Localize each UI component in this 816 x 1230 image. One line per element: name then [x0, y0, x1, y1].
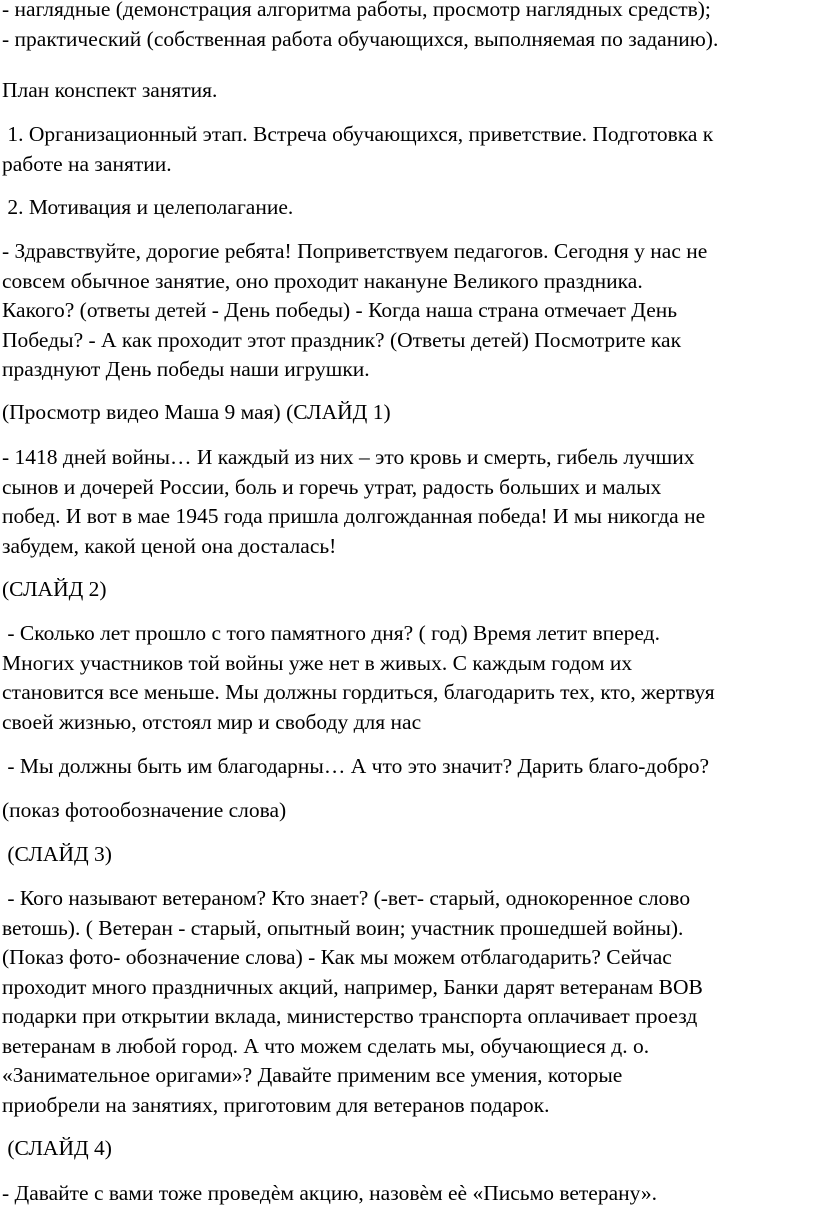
text-line: своей жизнью, отстоял мир и свободу для нас [2, 709, 422, 734]
text-line: работе на занятии. [2, 151, 172, 176]
text-line: - Кого называют ветераном? Кто знает? (-вет- старый, однокоренное слово [2, 886, 691, 910]
greeting-paragraph [2, 237, 707, 385]
slide-2-label [2, 575, 107, 605]
text-line: (СЛАЙД 3) [2, 842, 112, 866]
text-line: (показ фотообозначение слова) [2, 798, 287, 822]
text-line: ветеранам в любой город. А что можем сделать мы, обучающиеся д. о. [2, 1033, 650, 1058]
text-line: сынов и дочерей России, боль и горечь утрат, радость больших и малых [2, 474, 662, 499]
text-line: (Показ фото- обозначение слова) - Как мы можем отблагодарить? Сейчас [2, 945, 672, 969]
text-line: приобрели на занятиях, приготовим для ветеранов подарок. [2, 1092, 550, 1117]
action-line [2, 1179, 657, 1209]
text-line: План конспект занятия. [2, 78, 218, 102]
text-line: 1. Организационный этап. Встреча обучающихся, приветствие. Подготовка к [2, 122, 714, 146]
slide-4-label [2, 1134, 112, 1164]
war-days-paragraph [2, 443, 705, 561]
years-paragraph [2, 619, 715, 737]
text-line: Многих участников той войны уже нет в живых. С каждым годом их [2, 650, 633, 675]
gratitude-line [2, 752, 709, 782]
text-line: - практический (собственная работа обучающихся, выполняемая по заданию). [2, 26, 719, 51]
text-line: - 1418 дней войны… И каждый из них – это кровь и смерть, гибель лучших [2, 445, 695, 469]
text-line: совсем обычное занятие, оно проходит накануне Великого праздника. [2, 268, 643, 293]
slide-3-label [2, 840, 112, 870]
text-line: - Здравствуйте, дорогие ребята! Поприветствуем педагогов. Сегодня у нас не [2, 239, 708, 263]
text-line: - наглядные (демонстрация алгоритма работы, просмотр наглядных средств); [2, 0, 711, 21]
methods-list [2, 0, 718, 54]
text-line: «Занимательное оригами»? Давайте применим все умения, которые [2, 1063, 623, 1087]
stage-1 [2, 120, 713, 179]
plan-heading [2, 76, 217, 106]
stage-2 [2, 193, 293, 223]
text-line: подарки при открытии вклада, министерство транспорта оплачивает проезд [2, 1004, 698, 1028]
text-line: забудем, какой ценой она досталась! [2, 533, 337, 558]
text-line: (СЛАЙД 4) [2, 1136, 112, 1160]
text-line: - Давайте с вами тоже проведѐм акцию, назовѐм еѐ «Письмо ветерану». [2, 1181, 658, 1205]
video-note [2, 398, 391, 428]
text-line: - Мы должны быть им благодарны… А что это значит? Дарить благо-добро? [2, 754, 710, 778]
text-line: - Сколько лет прошло с того памятного дня? ( год) Время летит вперед. [2, 621, 660, 645]
text-line: Победы? - А как проходит этот праздник? (Ответы детей) Посмотрите как [2, 327, 682, 352]
text-line: празднуют День победы наши игрушки. [2, 357, 370, 381]
text-line: становится все меньше. Мы должны гордиться, благодарить тех, кто, жертвуя [2, 680, 715, 704]
photo-note [2, 796, 286, 826]
text-line: проходит много праздничных акций, например, Банки дарят ветеранам ВОВ [2, 974, 703, 999]
text-line: (СЛАЙД 2) [2, 577, 107, 601]
text-line: (Просмотр видео Маша 9 мая) (СЛАЙД 1) [2, 400, 391, 424]
veteran-paragraph [2, 884, 703, 1120]
text-line: 2. Мотивация и целеполагание. [2, 195, 294, 219]
text-line: побед. И вот в мае 1945 года пришла долгожданная победа! И мы никогда не [2, 504, 706, 528]
text-line: Какого? (ответы детей - День победы) - Когда наша страна отмечает День [2, 298, 678, 322]
text-line: ветошь). ( Ветеран - старый, опытный воин; участник прошедшей войны). [2, 915, 684, 940]
